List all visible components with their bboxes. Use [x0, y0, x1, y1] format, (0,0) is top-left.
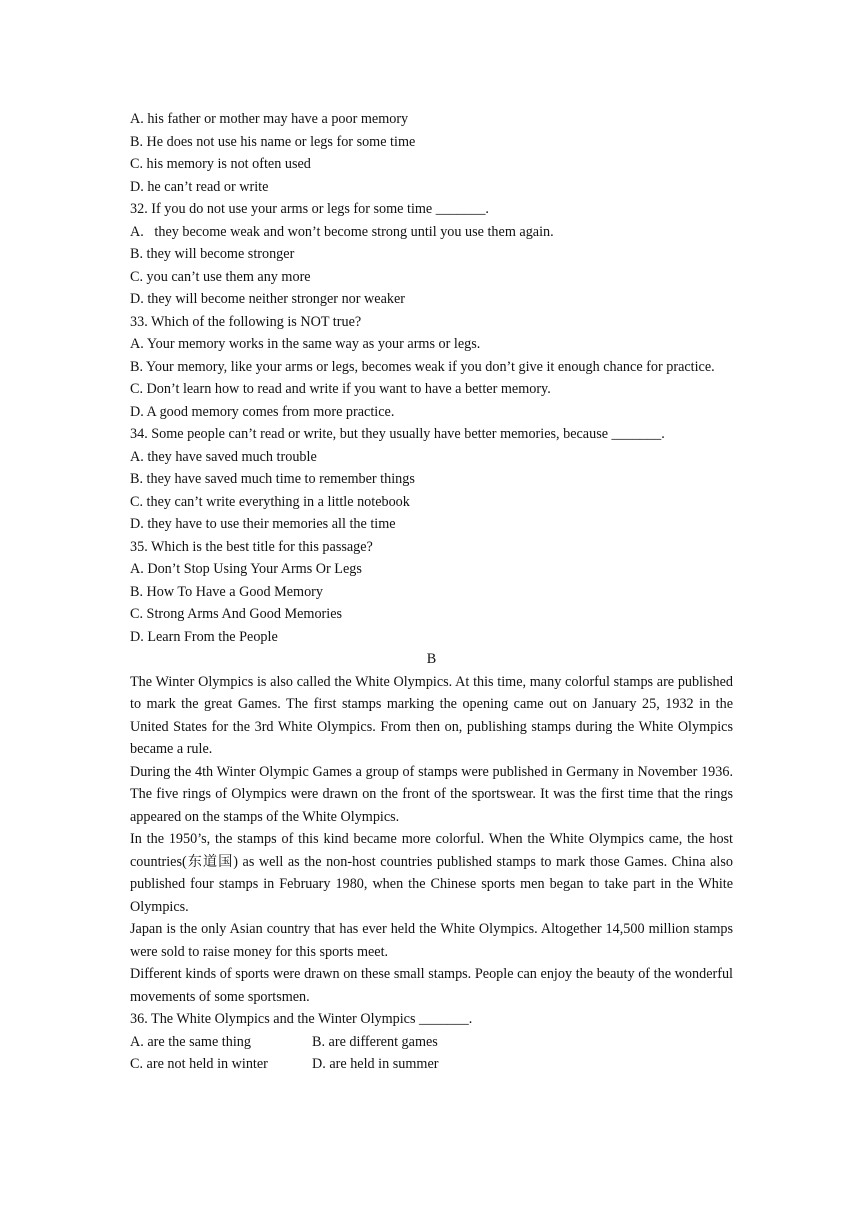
passage-paragraph-1: The Winter Olympics is also called the White Olympics. At this time, many colorful stamps are published to mark the great Games. The first stamps marking the opening came out on January 25, 1932 in the United States for the 3rd White Olympics. From then on, publishing stamps during the White Olympics became a rule. — [130, 673, 733, 757]
q33-option-b: B. Your memory, like your arms or legs, becomes weak if you don’t give it enough chance for practice. — [130, 358, 715, 375]
q35-option-a: A. Don’t Stop Using Your Arms Or Legs — [130, 561, 362, 577]
q32-option-c: C. you can’t use them any more — [130, 268, 311, 285]
q35-option-d: D. Learn From the People — [130, 628, 278, 645]
q35-option-b: B. How To Have a Good Memory — [130, 583, 324, 600]
q36-option-b: B. are different games — [312, 1033, 438, 1050]
q34-question: 34. Some people can’t read or write, but they usually have better memories, because _______. — [130, 426, 665, 442]
document-body — [130, 108, 733, 1076]
passage-paragraph-3: In the 1950’s, the stamps of this kind became more colorful. When the White Olympics came, the host countries(东道国) as well as the non-host countries published stamps to mark those Games. China also published four stamps in February 1980, when the Chinese sports men began to take part in the White Olympics. — [130, 831, 733, 915]
passage-paragraph-5: Different kinds of sports were drawn on these small stamps. People can enjoy the beauty of the wonderful movements of some sportsmen. — [130, 966, 733, 1005]
q32-option-b: B. they will become stronger — [130, 246, 295, 262]
passage-paragraph-2: During the 4th Winter Olympic Games a group of stamps were published in Germany in November 1936. The five rings of Olympics were drawn on the front of the sportswear. It was the first time that the rings appeared on the stamps of the White Olympics. — [130, 763, 733, 825]
q33-option-a: A. Your memory works in the same way as your arms or legs. — [130, 336, 481, 352]
q31-option-b: B. He does not use his name or legs for some time — [130, 133, 416, 150]
q31-option-d: D. he can’t read or write — [130, 178, 269, 195]
q36-question: 36. The White Olympics and the Winter Olympics _______. — [130, 1011, 473, 1027]
q33-option-d: D. A good memory comes from more practice. — [130, 403, 395, 420]
q34-option-c: C. they can’t write everything in a little notebook — [130, 493, 410, 510]
q31-option-c: C. his memory is not often used — [130, 156, 311, 172]
q34-option-a: A. they have saved much trouble — [130, 448, 317, 465]
q34-option-d: D. they have to use their memories all the time — [130, 516, 396, 532]
q35-option-c: C. Strong Arms And Good Memories — [130, 606, 343, 622]
passage-paragraph-4: Japan is the only Asian country that has ever held the White Olympics. Altogether 14,500 million stamps were sold to raise money for this sports meet. — [130, 921, 733, 960]
section-b-heading: B — [426, 651, 437, 667]
q34-option-b: B. they have saved much time to remember things — [130, 471, 415, 487]
q33-question: 33. Which of the following is NOT true? — [130, 313, 362, 330]
q35-question: 35. Which is the best title for this passage? — [130, 538, 373, 555]
q36-options-row-2 — [130, 1053, 733, 1076]
q36-option-d: D. are held in summer — [312, 1056, 439, 1072]
q36-option-a: A. are the same thing — [130, 1033, 251, 1050]
q36-options-row-1 — [130, 1031, 733, 1054]
q36-option-c: C. are not held in winter — [130, 1056, 268, 1072]
q32-option-d: D. they will become neither stronger nor weaker — [130, 291, 405, 307]
q32-option-a: A. they become weak and won’t become strong until you use them again. — [130, 223, 554, 240]
q31-option-a: A. his father or mother may have a poor memory — [130, 111, 409, 127]
q32-question: 32. If you do not use your arms or legs for some time _______. — [130, 201, 489, 217]
q33-option-c: C. Don’t learn how to read and write if you want to have a better memory. — [130, 381, 551, 397]
